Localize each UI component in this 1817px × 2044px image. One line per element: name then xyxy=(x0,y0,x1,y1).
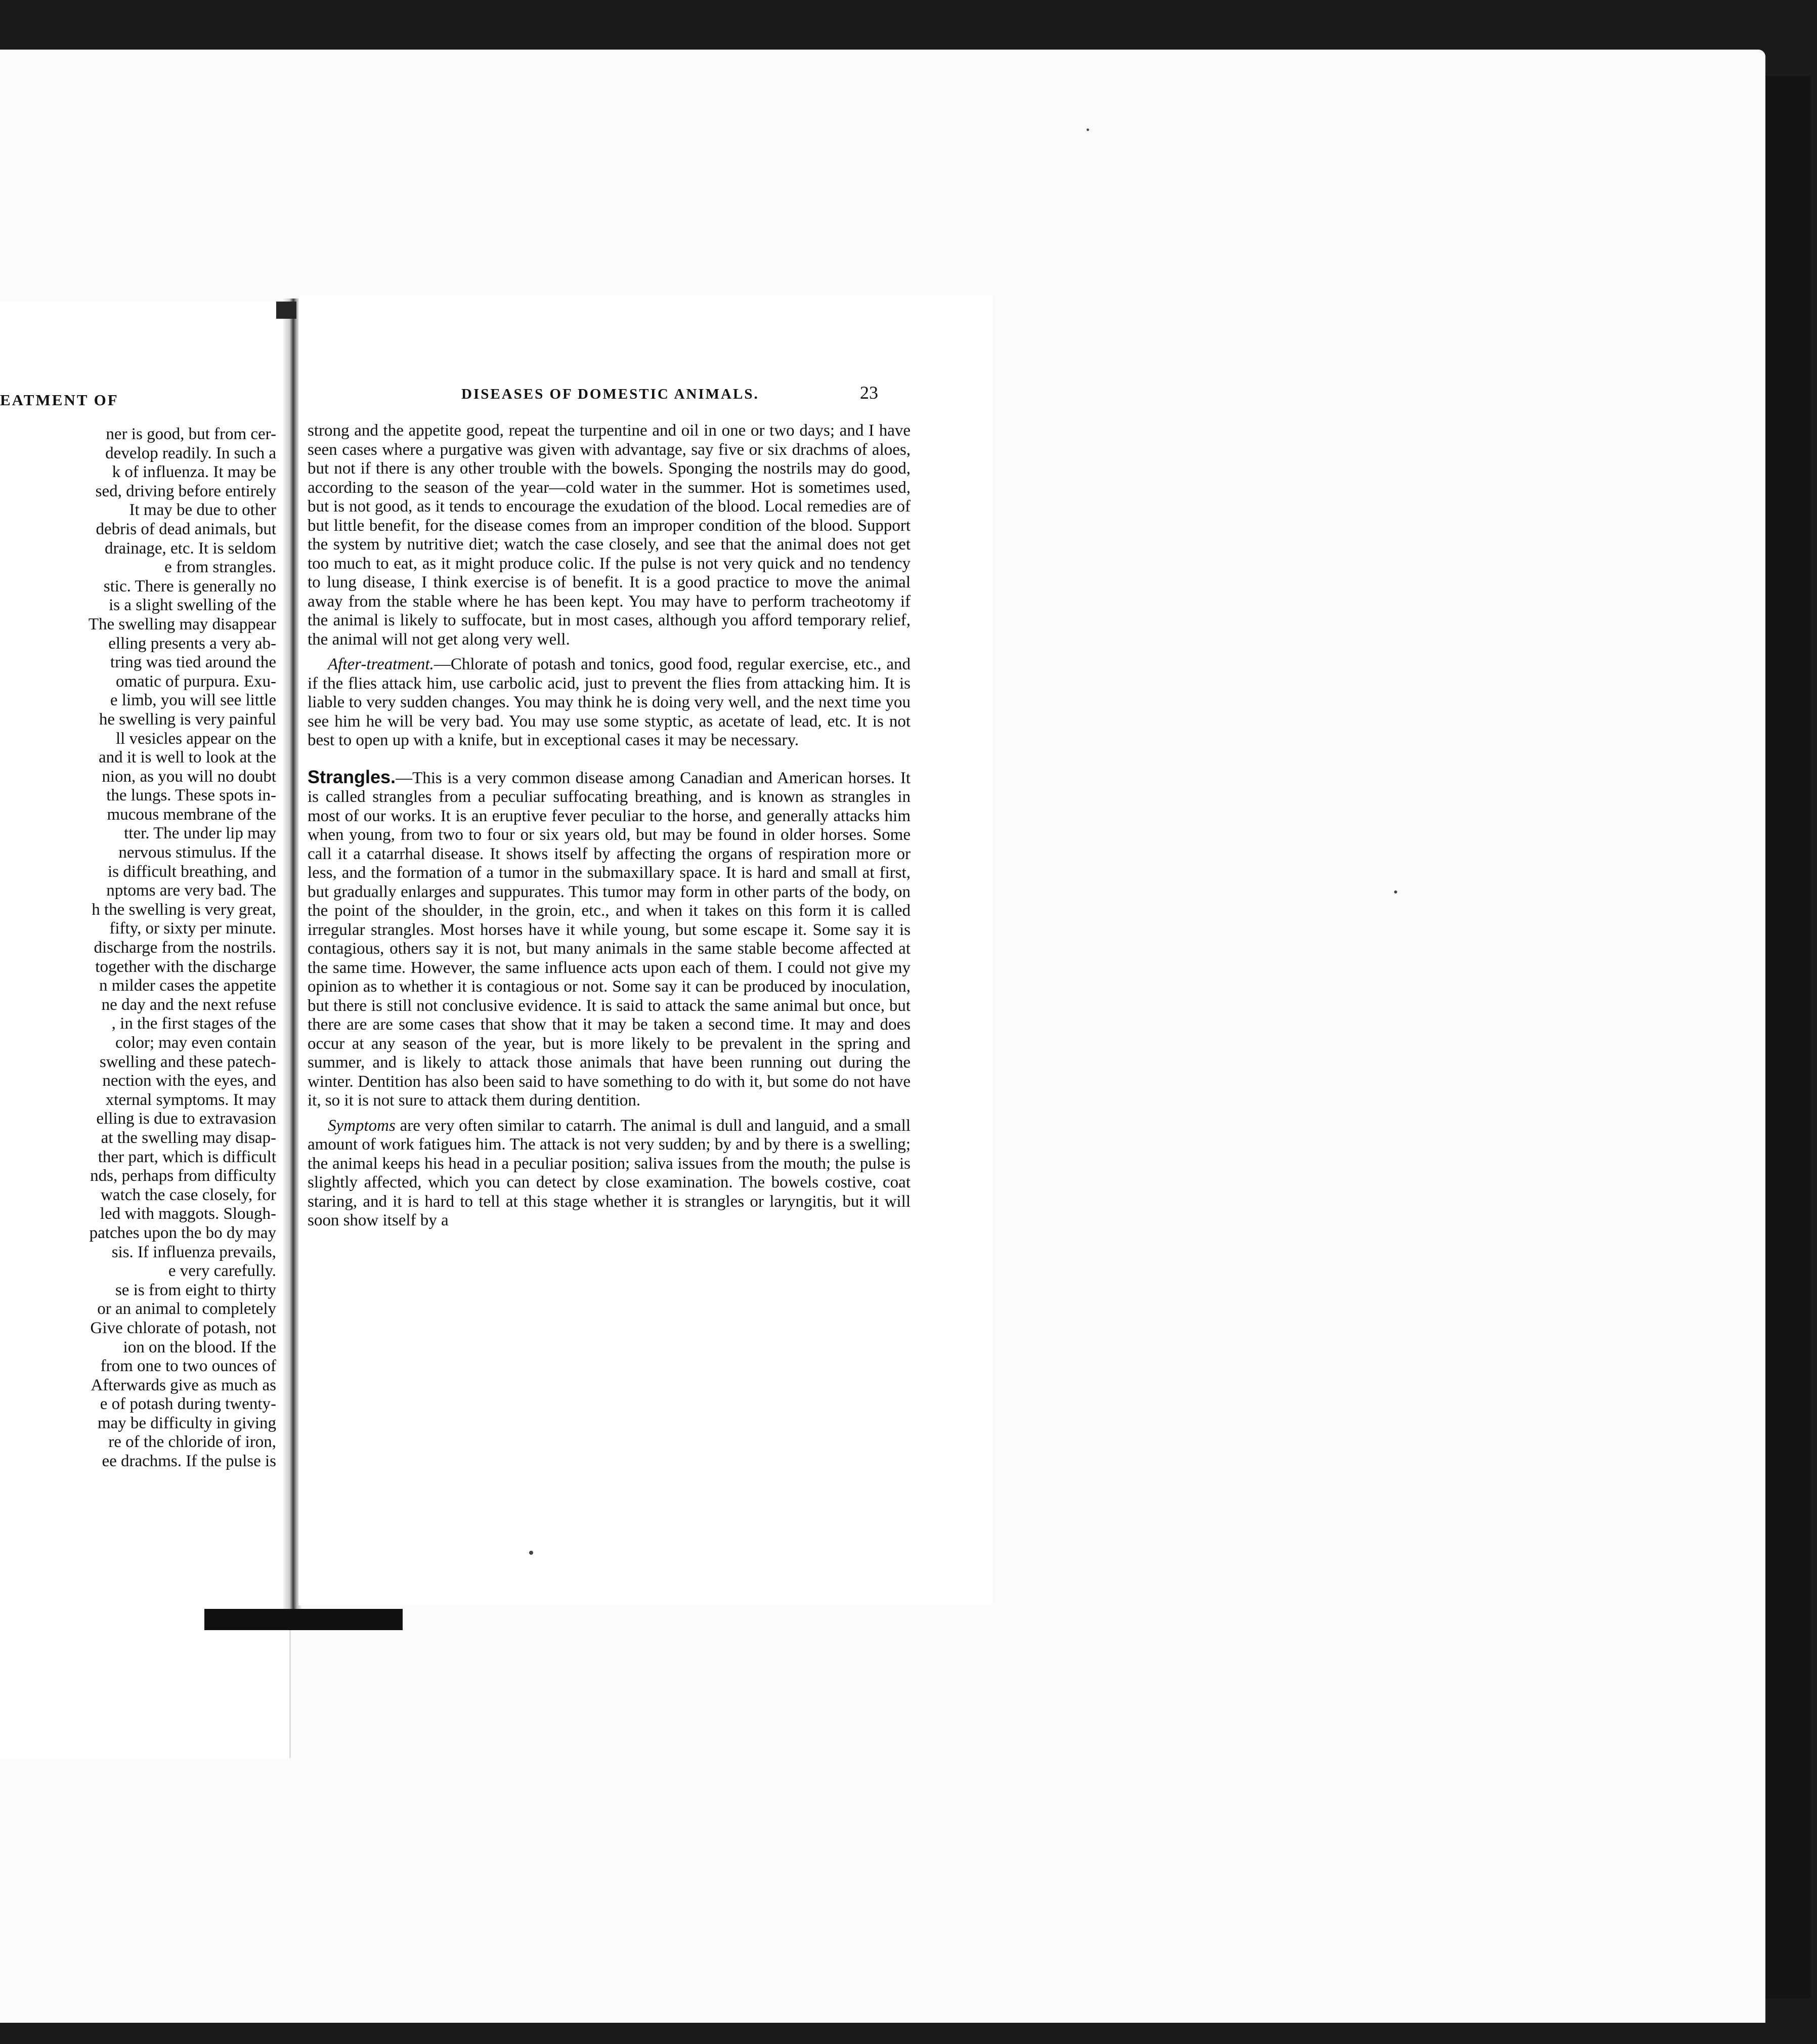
left-page-line: , in the first stages of the xyxy=(111,1014,276,1033)
left-page-line: sed, driving before entirely xyxy=(95,482,276,500)
left-page-line: sis. If influenza prevails, xyxy=(111,1243,276,1261)
left-page-line: discharge from the nostrils. xyxy=(94,939,276,957)
left-page xyxy=(0,301,291,1758)
left-page-line: is a slight swelling of the xyxy=(109,596,276,615)
left-page-line: ion on the blood. If the xyxy=(123,1338,276,1356)
left-page-line: nion, as you will no doubt xyxy=(102,767,276,786)
left-page-line: se is from eight to thirty xyxy=(115,1281,276,1299)
left-page-text xyxy=(13,425,276,1471)
paragraph-after-treatment xyxy=(308,655,911,750)
left-page-line: ther part, which is difficult xyxy=(98,1147,276,1166)
left-page-line: e from strangles. xyxy=(164,558,276,577)
left-page-line: It may be due to other xyxy=(129,501,276,520)
strangles-heading: Strangles. xyxy=(308,766,396,787)
left-page-line: Give chlorate of potash, not xyxy=(90,1318,276,1337)
left-page-line: led with maggots. Slough- xyxy=(100,1205,276,1223)
left-page-line: e of potash during twenty- xyxy=(100,1395,276,1414)
paragraph-continuation: strong and the appetite good, repeat the turpentine and oil in one or two days; and I have seen cases where a purgative was given with advantage, say five or six drachms of aloes, but not if there is any other trouble with the bowels. Sponging the nostrils may do good, according to the season of the year—cold water in the summer. Hot is sometimes used, but is not good, as it tends to encourage the exudation of the blood. Local remedies are of but little benefit, for the disease comes from an improper condition of the blood. Support the system by nutritive diet; watch the case closely, and see that the animal does not get too much to eat, as it might produce colic. If the pulse is not very quick and no tendency to lung disease, I think exercise is of benefit. It is a good practice to move the animal away from the stable where he has been kept. You may have to perform tracheotomy if the animal is likely to suffocate, but in most cases, although you afford temporary relief, the animal will not get along very well. xyxy=(308,421,911,649)
left-page-line: develop readily. In such a xyxy=(105,444,276,462)
left-page-line: nds, perhaps from difficulty xyxy=(90,1167,276,1185)
left-page-line: stic. There is generally no xyxy=(103,577,276,595)
left-page-line: ll vesicles appear on the xyxy=(115,729,276,748)
left-page-line: ne day and the next refuse xyxy=(101,995,276,1014)
after-treatment-text: —Chlorate of potash and tonics, good food, regular exercise, etc., and if the flies attack him, use carbolic acid, just to prevent the flies from attacking him. It is liable to very sudden changes. You may think he is doing very well, and the next time you see him he will be very bad. You may use some styptic, as acetate of lead, etc. It is not best to open up with a knife, but in exceptional cases it may be necessary. xyxy=(308,655,911,749)
left-page-line: e very carefully. xyxy=(168,1262,276,1281)
left-page-line: ee drachms. If the pulse is xyxy=(102,1452,276,1471)
left-page-line: may be difficulty in giving xyxy=(97,1414,276,1432)
page-body xyxy=(308,421,911,1230)
gutter-shadow xyxy=(276,302,296,319)
left-page-line: elling is due to extravasion xyxy=(96,1110,276,1128)
left-page-line: tring was tied around the xyxy=(110,653,276,672)
left-running-head: EATMENT OF xyxy=(0,391,119,409)
symptoms-label: Symptoms xyxy=(328,1116,396,1135)
speck xyxy=(1087,129,1089,131)
left-page-line: tter. The under lip may xyxy=(124,824,276,843)
strangles-text: —This is a very common disease among Canadian and American horses. It is called strangles from a peculiar suffocating breathing, and is known as strangles in most of our works. It is an eruptive fever peculiar to the horse, and generally attacks him when young, from two to four or six years old, but may be found in older horses. Some call it a catarrhal disease. It shows itself by affecting the organs of respiration more or less, and the formation of a tumor in the submaxillary space. It is hard and small at first, but gradually enlarges and suppurates. This tumor may form in other parts of the body, on the point of the shoulder, in the groin, etc., and when it takes on this form it is called irregular strangles. Most horses have it while young, but some escape it. Some say it is contagious, others say it is not, but many animals in the same stable become affected at the same time. However, the same influence acts upon each of them. I could not give my opinion as to whether it is contagious or not. Some say it can be produced by inoculation, but there is still not conclusive evidence. It is said to attack the same animal but once, but there are are some cases that show that it may be taken a second time. It may and does occur at any season of the year, but is more likely to be prevalent in the spring and summer, and is likely to attack those animals that have been running out during the winter. Dentition has also been said to have something to do with it, but some do not have it, so it is not sure to attack them during dentition. xyxy=(308,769,911,1110)
left-page-line: nection with the eyes, and xyxy=(102,1072,276,1090)
symptoms-text: are very often similar to catarrh. The animal is dull and languid, and a small amount of work fatigues him. The attack is not very sudden; by and by there is a swelling; the animal keeps his head in a peculiar position; saliva issues from the mouth; the pulse is slightly affected, which you can detect by close examination. The bowels costive, coat staring, and it is hard to tell at this stage whether it is strangles or laryngitis, but it will soon show itself by a xyxy=(308,1116,911,1229)
left-page-line: is difficult breathing, and xyxy=(108,862,276,881)
left-page-line: k of influenza. It may be xyxy=(112,463,276,482)
left-page-line: color; may even contain xyxy=(115,1034,276,1052)
speck xyxy=(1394,890,1397,893)
left-page-line: fifty, or sixty per minute. xyxy=(109,919,276,938)
left-page-line: together with the discharge xyxy=(95,957,276,976)
paragraph-strangles xyxy=(308,768,911,1111)
page-clip-shadow xyxy=(204,1609,403,1630)
left-page-line: The swelling may disappear xyxy=(88,615,276,633)
left-page-line: xternal symptoms. It may xyxy=(105,1090,276,1109)
right-page xyxy=(298,295,992,1605)
left-page-line: n milder cases the appetite xyxy=(99,976,276,995)
left-page-line: he swelling is very painful xyxy=(99,710,276,729)
left-page-line: elling presents a very ab- xyxy=(108,634,276,653)
left-page-line: Afterwards give as much as xyxy=(91,1376,276,1394)
running-head: DISEASES OF DOMESTIC ANIMALS. xyxy=(461,386,759,402)
left-page-line: at the swelling may disap- xyxy=(101,1128,276,1147)
speck xyxy=(529,1551,533,1555)
left-page-line: ner is good, but from cer- xyxy=(106,425,276,443)
after-treatment-label: After-treatment. xyxy=(328,655,434,673)
left-page-line: nptoms are very bad. The xyxy=(106,881,276,900)
left-page-line: e limb, you will see little xyxy=(110,691,276,710)
paragraph-symptoms xyxy=(308,1117,911,1230)
left-page-line: swelling and these patech- xyxy=(99,1052,276,1071)
left-page-line: mucous membrane of the xyxy=(107,805,276,824)
left-page-line: the lungs. These spots in- xyxy=(106,786,276,805)
left-page-line: patches upon the bo dy may xyxy=(89,1223,276,1242)
left-page-line: and it is well to look at the xyxy=(98,748,276,767)
left-page-line: re of the chloride of iron, xyxy=(108,1433,276,1452)
left-page-line: or an animal to completely xyxy=(97,1300,276,1318)
left-page-line: nervous stimulus. If the xyxy=(118,843,276,862)
page-number: 23 xyxy=(860,382,878,403)
left-page-line: h the swelling is very great, xyxy=(92,900,276,919)
left-page-line: drainage, etc. It is seldom xyxy=(104,539,276,558)
left-page-line: omatic of purpura. Exu- xyxy=(115,672,276,691)
film-edge xyxy=(1765,76,1811,1998)
left-page-line: watch the case closely, for xyxy=(101,1185,276,1204)
left-page-line: from one to two ounces of xyxy=(100,1357,276,1376)
left-page-line: debris of dead animals, but xyxy=(96,520,276,538)
